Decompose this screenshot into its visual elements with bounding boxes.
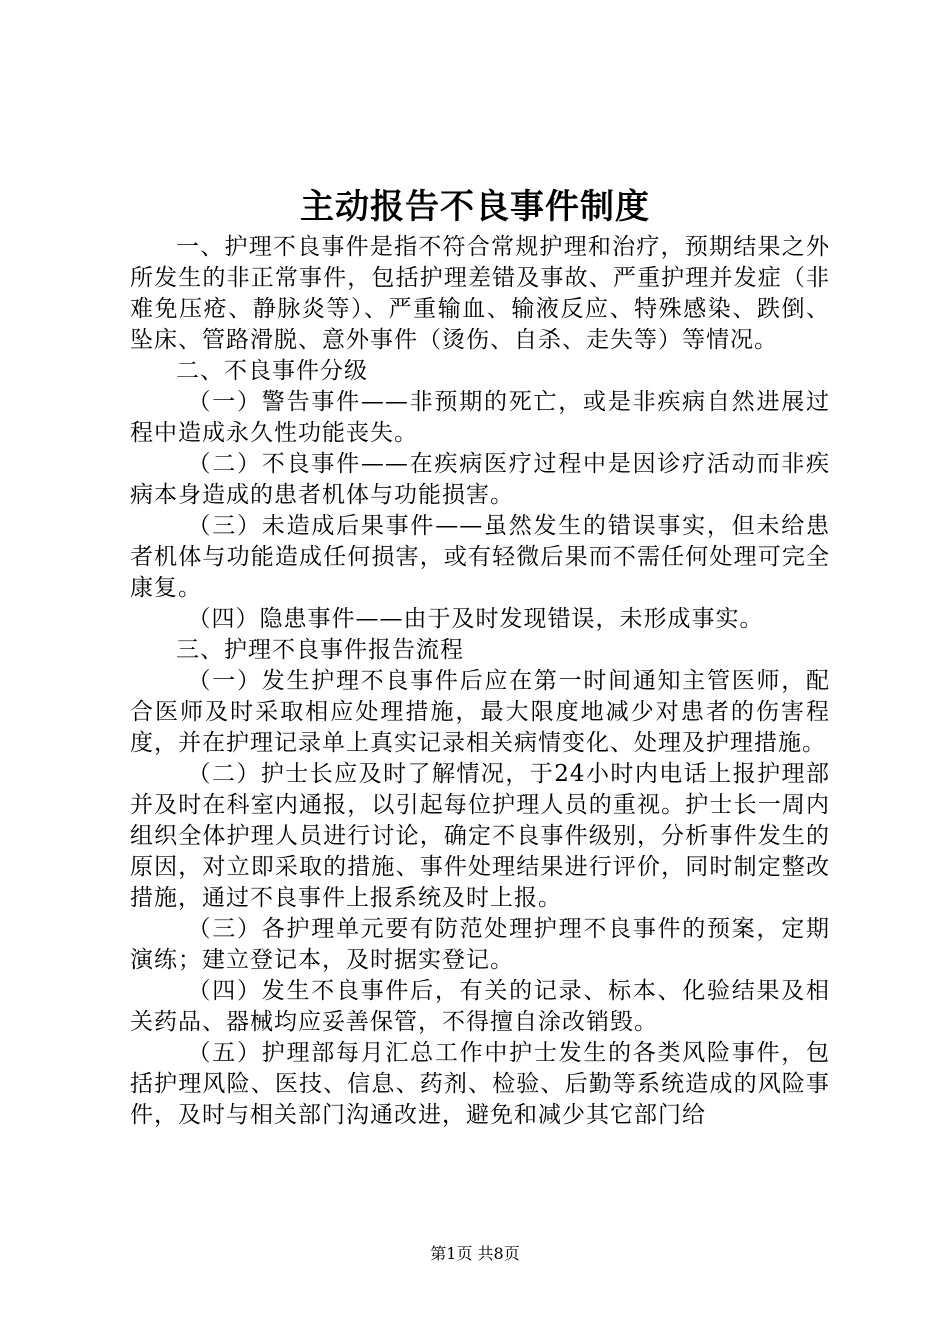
paragraph-7-heading: 三、护理不良事件报告流程 — [176, 637, 464, 663]
document-body — [130, 232, 830, 1131]
paragraph-8: （一）发生护理不良事件后应在第一时间通知主管医师，配合医师及时采取相应处理措施，最大限度地减少对患者的伤害程度，并在护理记录单上真实记录相关病情变化、处理及护理措施。 — [130, 668, 830, 756]
paragraph-9: （二）护士长应及时了解情况，于24小时内电话上报护理部并及时在科室内通报，以引起每位护理人员的重视。护士长一周内组织全体护理人员进行讨论，确定不良事件级别，分析事件发生的原因，对立即采取的措施、事件处理结果进行评价，同时制定整改措施，通过不良事件上报系统及时上报。 — [130, 761, 830, 911]
paragraph-2-heading: 二、不良事件分级 — [176, 358, 368, 384]
paragraph-3: （一）警告事件——非预期的死亡，或是非疾病自然进展过程中造成永久性功能丧失。 — [130, 389, 830, 446]
paragraph-4: （二）不良事件——在疾病医疗过程中是因诊疗活动而非疾病本身造成的患者机体与功能损害。 — [130, 451, 830, 508]
paragraph-12: （五）护理部每月汇总工作中护士发生的各类风险事件，包括护理风险、医技、信息、药剂、检验、后勤等系统造成的风险事件，及时与相关部门沟通改进，避免和减少其它部门给 — [130, 1040, 830, 1128]
document-title: 主动报告不良事件制度 — [300, 187, 650, 227]
paragraph-10: （三）各护理单元要有防范处理护理不良事件的预案，定期演练；建立登记本，及时据实登记。 — [130, 916, 830, 973]
paragraph-5: （三）未造成后果事件——虽然发生的错误事实，但未给患者机体与功能造成任何损害，或有轻微后果而不需任何处理可完全康复。 — [130, 513, 830, 601]
paragraph-1: 一、护理不良事件是指不符合常规护理和治疗，预期结果之外所发生的非正常事件，包括护理差错及事故、严重护理并发症（非难免压疮、静脉炎等）、严重输血、输液反应、特殊感染、跌倒、坠床、管路滑脱、意外事件（烫伤、自杀、走失等）等情况。 — [130, 234, 830, 353]
paragraph-11: （四）发生不良事件后，有关的记录、标本、化验结果及相关药品、器械均应妥善保管，不得擅自涂改销毁。 — [130, 978, 830, 1035]
page-number-footer: 第1页 共8页 — [430, 1244, 520, 1263]
paragraph-6: （四）隐患事件——由于及时发现错误，未形成事实。 — [187, 606, 764, 632]
